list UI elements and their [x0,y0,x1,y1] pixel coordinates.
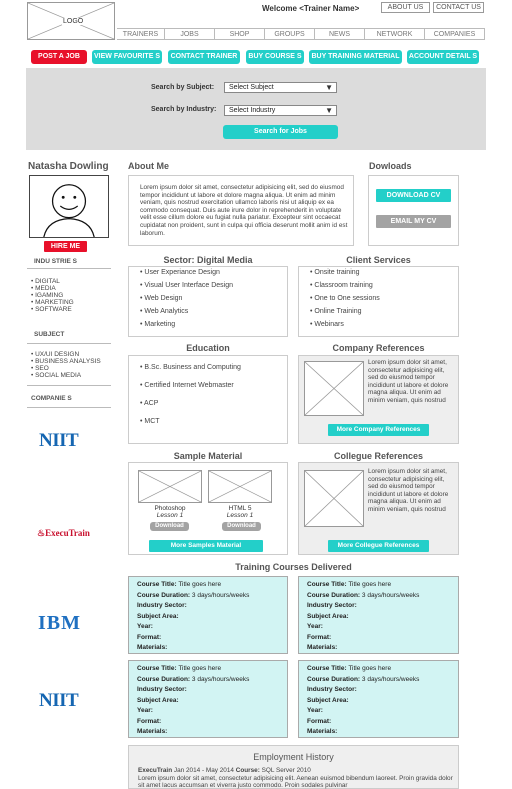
sidebar-divider [27,343,111,344]
image-placeholder-icon [305,471,363,526]
more-company-refs-button[interactable]: More Company References [328,424,429,436]
list-item: • User Experiance Design [140,269,220,276]
more-college-refs-button[interactable]: More Collegue References [328,540,429,552]
sector-title: Sector: Digital Media [163,255,253,265]
list-item: • Web Analytics [140,308,189,315]
list-item[interactable]: • SOFTWARE [31,306,72,313]
company-refs-title: Company References [332,343,425,353]
list-item[interactable]: • MARKETING [31,299,74,306]
sample-material-title: Sample Material [173,451,243,461]
course-card[interactable]: Course Title: Title goes here Course Duration: 3 days/hours/weeks Industry Sector: Subject Area: Year: Format: Materials: [128,660,288,738]
college-refs-image [304,470,364,527]
sample-image-photoshop [138,470,202,503]
company-logo-niit-2[interactable]: NIIT [39,690,79,711]
client-services-list [310,266,380,331]
sample-lesson: Lesson 1 [156,512,184,519]
company-refs-image [304,361,364,416]
sample-name: Photoshop [154,505,186,512]
nav-tab-news[interactable]: NEWS [315,29,365,40]
hire-me-button[interactable]: HIRE ME [44,241,87,252]
subjects-list [31,351,101,379]
list-item: • Visual User Interface Design [140,282,233,289]
college-refs-title: Collegue References [333,451,424,461]
nav-tab-network[interactable]: NETWORK [365,29,425,40]
company-logo-executrain[interactable]: ♨ExecuTrain [37,528,90,538]
buy-training-material-button[interactable]: BUY TRAINING MATERIAL [309,50,402,64]
sidebar-divider [27,385,111,386]
sample-lesson: Lesson 1 [226,512,254,519]
list-item[interactable]: • UX/UI DESIGN [31,351,80,358]
sector-list [140,266,233,331]
nav-tab-trainers[interactable]: TRAINERS [117,29,165,40]
list-item[interactable]: • BUSINESS ANALYSIS [31,358,101,365]
list-item: • ACP [140,400,159,407]
list-item: • Classroom training [310,282,373,289]
nav-tab-companies[interactable]: COMPANIES [425,29,485,40]
subject-select-value: Select Subject [229,84,274,91]
list-item: • One to One sessions [310,295,380,302]
image-placeholder-icon [139,471,201,502]
sidebar-divider [27,407,111,408]
list-item: • Marketing [140,321,176,328]
list-item[interactable]: • SEO [31,365,49,372]
downloads-title: Dowloads [369,161,412,171]
download-button[interactable]: Download [222,522,261,531]
sample-name: HTML 5 [228,505,252,512]
logo-label: LOGO [63,18,84,25]
list-item[interactable]: • IGAMING [31,292,64,299]
list-item: • Onsite training [310,269,360,276]
industry-select-value: Select Industry [229,107,276,114]
image-placeholder-icon [209,471,271,502]
sidebar-divider [27,268,111,269]
account-details-button[interactable]: ACCOUNT DETAIL S [407,50,479,64]
nav-tab-shop[interactable]: SHOP [215,29,265,40]
logo[interactable] [27,2,115,40]
more-samples-button[interactable]: More Samples Material [149,540,263,552]
list-item: • Web Design [140,295,183,302]
list-item: • B.Sc. Business and Computing [140,364,241,371]
list-item: • Webinars [310,321,344,328]
about-title: About Me [128,161,169,171]
contact-trainer-button[interactable]: CONTACT TRAINER [168,50,240,64]
profile-avatar [29,175,109,238]
search-industry-label: Search by Industry: [151,106,217,113]
employment-entry: ExecuTrain Jan 2014 - May 2014 Course: SQL Server 2010 Lorem ipsum dolor sit amet, consectetur adipisicing elit. Aenean euismod bibendum laoreet. Proin gravida dolor sit amet lacus accumsan et viverra justo commodo. Proin sodales pulvinar [138,767,453,789]
profile-name: Natasha Dowling [28,161,109,172]
search-jobs-button[interactable]: Search for Jobs [223,125,338,139]
industry-select[interactable] [224,105,337,116]
list-item: • MCT [140,418,160,425]
sample-image-html5 [208,470,272,503]
college-refs-text: Lorem ipsum dolor sit amet, consectetur adipisicing elit, sed do eiusmod tempor incididunt ut labore et dolore magna aliqua. Ut enim ad minim veniam, quis nostrud [368,468,449,513]
list-item: • Online Training [310,308,362,315]
downloads-panel [368,175,459,246]
list-item[interactable]: • SOCIAL MEDIA [31,372,82,379]
image-placeholder-icon [305,362,363,415]
chevron-down-icon: ▼ [325,83,333,92]
education-title: Education [186,343,230,353]
contact-us-link[interactable]: CONTACT US [433,2,484,13]
course-card[interactable]: Course Title: Title goes here Course Duration: 3 days/hours/weeks Industry Sector: Subject Area: Year: Format: Materials: [128,576,288,654]
view-favourites-button[interactable]: VIEW FAVOURITE S [92,50,162,64]
company-logo-niit[interactable]: NIIT [39,430,79,451]
client-services-title: Client Services [346,255,411,265]
courses-title: Training Courses Delivered [235,562,352,572]
post-job-button[interactable]: POST A JOB [31,50,87,64]
companies-heading: COMPANIE S [31,395,72,402]
about-panel [128,175,354,246]
execu-flame-icon: ♨ [37,528,46,538]
company-refs-text: Lorem ipsum dolor sit amet, consectetur adipisicing elit, sed do eiusmod tempor incididunt ut labore et dolore magna aliqua. Ut enim ad minim veniam, quis nostrud [368,359,449,404]
subject-select[interactable] [224,82,337,93]
buy-courses-button[interactable]: BUY COURSE S [246,50,304,64]
course-card[interactable]: Course Title: Title goes here Course Duration: 3 days/hours/weeks Industry Sector: Subject Area: Year: Format: Materials: [298,660,459,738]
subject-heading: SUBJECT [34,331,65,338]
avatar-icon [30,176,108,237]
nav-tab-groups[interactable]: GROUPS [265,29,315,40]
search-subject-label: Search by Subject: [151,84,215,91]
about-text: Lorem ipsum dolor sit amet, consectetur adipisicing elit, sed do eiusmod tempor incididunt ut labore et dolore magna aliqua. Ut enim ad minim veniam, quis nostrud exercitation ullamco laboris nisi ut aliquip ex ea commodo consequat. Duis aute irure dolor in reprehenderit in voluptate velit esse cillum dolore eu fugiat nulla pariatur. Excepteur sint occaecat cupidatat non proident, sunt in culpa qui officia deserunt mollit anim id est laborum. [140,184,348,237]
course-card[interactable]: Course Title: Title goes here Course Duration: 3 days/hours/weeks Industry Sector: Subject Area: Year: Format: Materials: [298,576,459,654]
about-us-link[interactable]: ABOUT US [381,2,430,13]
welcome-text: Welcome <Trainer Name> [262,4,360,13]
industries-list [31,278,74,313]
download-cv-button[interactable]: DOWNLOAD CV [376,189,451,202]
download-button[interactable]: Download [150,522,189,531]
education-list [140,361,241,433]
list-item[interactable]: • MEDIA [31,285,56,292]
chevron-down-icon: ▼ [325,106,333,115]
company-logo-ibm[interactable]: IBM [38,612,81,634]
list-item[interactable]: • DIGITAL [31,278,60,285]
email-cv-button[interactable]: EMAIL MY CV [376,215,451,228]
nav-tab-jobs[interactable]: JOBS [165,29,215,40]
employment-title: Employment History [253,752,334,762]
list-item: • Certified Internet Webmaster [140,382,234,389]
industries-heading: INDU STRIE S [34,258,77,265]
